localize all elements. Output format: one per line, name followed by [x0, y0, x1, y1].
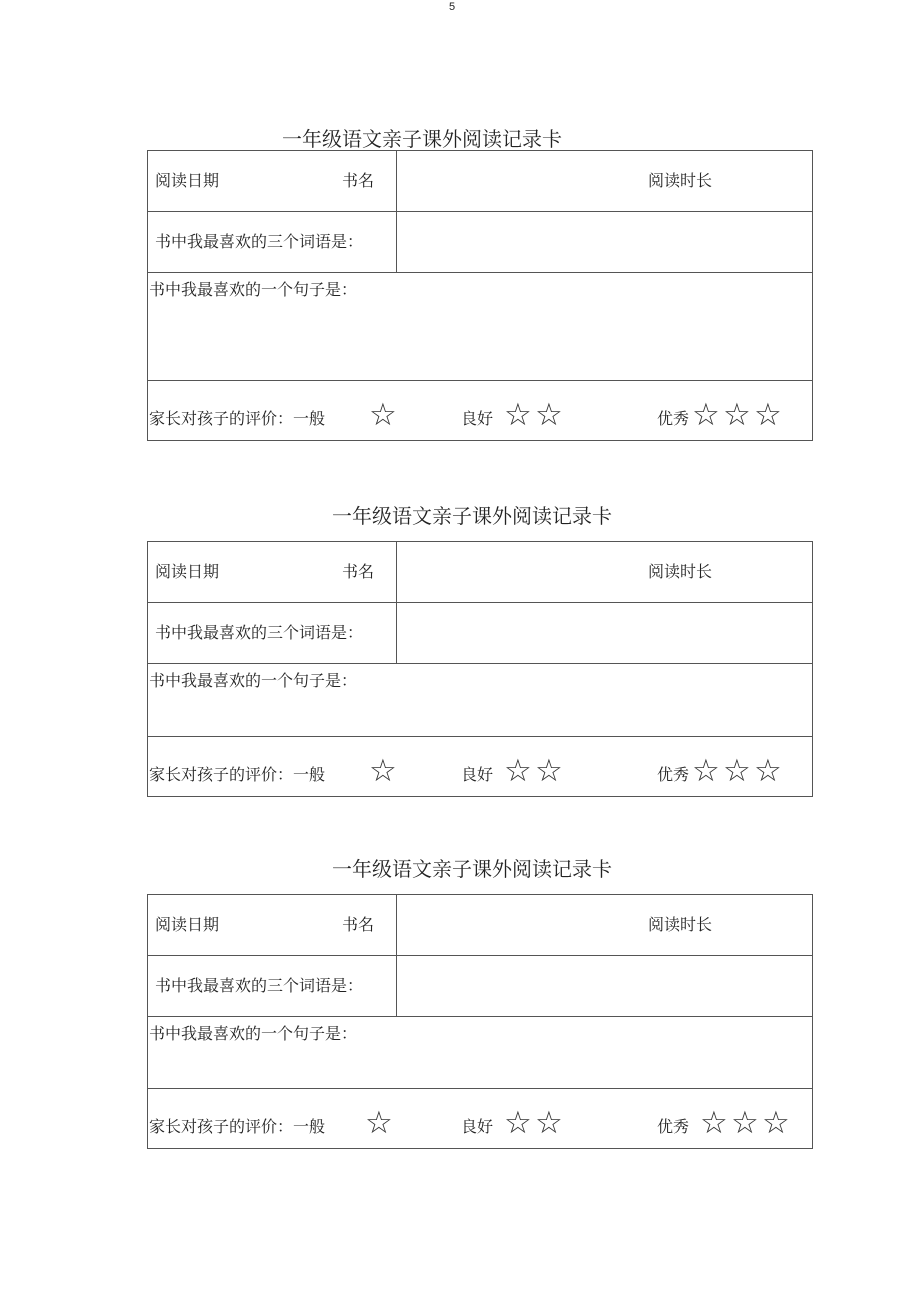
parent-evaluation-label: 家长对孩子的评价：一般	[149, 765, 326, 784]
reading-date-label: 阅读日期	[155, 562, 220, 581]
reading-duration-label: 阅读时长	[648, 915, 713, 934]
rating-good-label: 良好	[461, 409, 494, 428]
star-icon[interactable]: ☆	[754, 753, 782, 789]
favorite-sentence-label: 书中我最喜欢的一个句子是：	[149, 1024, 358, 1043]
card-title: 一年级语文亲子课外阅读记录卡	[332, 504, 612, 528]
favorite-words-row	[148, 603, 812, 664]
rating-excellent-label: 优秀	[657, 409, 690, 428]
star-icon[interactable]: ☆	[731, 1105, 759, 1141]
star-icon[interactable]: ☆	[754, 397, 782, 433]
star-icon[interactable]: ☆	[504, 397, 532, 433]
favorite-words-row	[148, 956, 812, 1017]
book-name-label: 书名	[342, 915, 375, 934]
reading-duration-label: 阅读时长	[648, 562, 713, 581]
star-icon[interactable]: ☆	[504, 1105, 532, 1141]
date-book-cell[interactable]	[148, 151, 397, 211]
parent-evaluation-label: 家长对孩子的评价：一般	[149, 409, 326, 428]
favorite-sentence-label: 书中我最喜欢的一个句子是：	[149, 671, 358, 690]
star-icon[interactable]: ☆	[504, 753, 532, 789]
record-table	[147, 894, 813, 1149]
favorite-sentence-row[interactable]	[148, 664, 812, 737]
star-icon[interactable]: ☆	[369, 397, 397, 433]
info-row	[148, 895, 812, 956]
star-icon[interactable]: ☆	[535, 1105, 563, 1141]
parent-evaluation-row	[148, 737, 812, 796]
star-icon[interactable]: ☆	[535, 753, 563, 789]
star-icon[interactable]: ☆	[762, 1105, 790, 1141]
favorite-sentence-row[interactable]	[148, 273, 812, 381]
reading-duration-label: 阅读时长	[648, 171, 713, 190]
book-name-label: 书名	[342, 562, 375, 581]
favorite-sentence-row[interactable]	[148, 1017, 812, 1089]
record-table	[147, 541, 813, 797]
favorite-sentence-label: 书中我最喜欢的一个句子是：	[149, 280, 358, 299]
info-row	[148, 542, 812, 603]
book-name-label: 书名	[342, 171, 375, 190]
star-icon[interactable]: ☆	[723, 397, 751, 433]
date-book-cell[interactable]	[148, 542, 397, 602]
reading-date-label: 阅读日期	[155, 915, 220, 934]
rating-good-label: 良好	[461, 765, 494, 784]
star-icon[interactable]: ☆	[692, 753, 720, 789]
rating-excellent-label: 优秀	[657, 1117, 690, 1136]
star-icon[interactable]: ☆	[369, 753, 397, 789]
record-table	[147, 150, 813, 441]
info-row	[148, 151, 812, 212]
parent-evaluation-row	[148, 381, 812, 440]
star-icon[interactable]: ☆	[700, 1105, 728, 1141]
card-title: 一年级语文亲子课外阅读记录卡	[282, 127, 562, 151]
favorite-words-label: 书中我最喜欢的三个词语是：	[155, 232, 364, 251]
date-book-cell[interactable]	[148, 895, 397, 955]
favorite-words-label: 书中我最喜欢的三个词语是：	[155, 976, 364, 995]
favorite-words-label: 书中我最喜欢的三个词语是：	[155, 623, 364, 642]
favorite-words-row	[148, 212, 812, 273]
star-icon[interactable]: ☆	[692, 397, 720, 433]
rating-excellent-label: 优秀	[657, 765, 690, 784]
reading-date-label: 阅读日期	[155, 171, 220, 190]
star-icon[interactable]: ☆	[365, 1105, 393, 1141]
page-number: 5	[448, 1, 456, 13]
parent-evaluation-row	[148, 1089, 812, 1148]
favorite-words-label-cell	[148, 212, 397, 272]
parent-evaluation-label: 家长对孩子的评价：一般	[149, 1117, 326, 1136]
card-title: 一年级语文亲子课外阅读记录卡	[332, 857, 612, 881]
favorite-words-label-cell	[148, 603, 397, 663]
favorite-words-label-cell	[148, 956, 397, 1016]
star-icon[interactable]: ☆	[535, 397, 563, 433]
star-icon[interactable]: ☆	[723, 753, 751, 789]
rating-good-label: 良好	[461, 1117, 494, 1136]
